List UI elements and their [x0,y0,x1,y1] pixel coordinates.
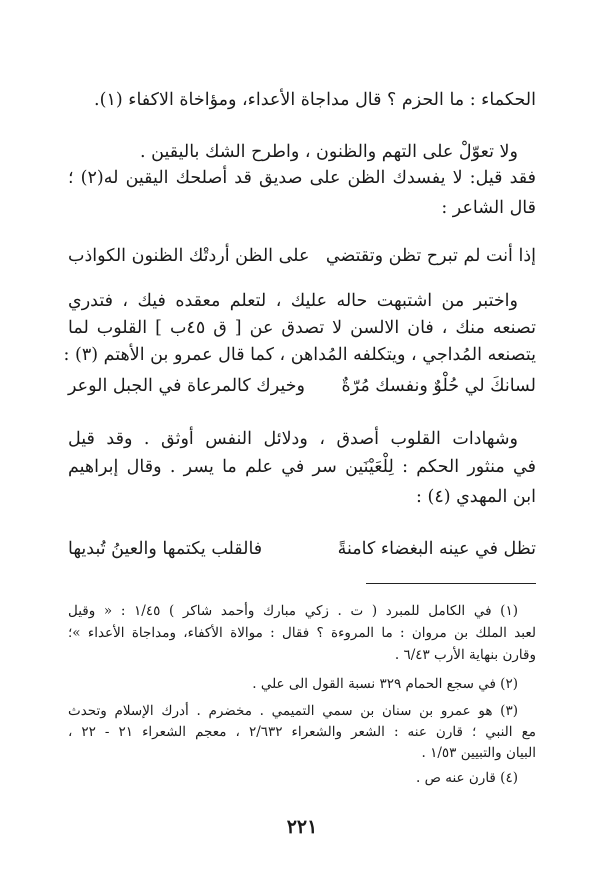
footnote-line: (١) في الكامل للمبرد ( ت . زكي مبارك وأحمد شاكر ) ١/٤٥ : « وقيل [68,603,518,619]
footnote-line: (٢) في سجع الحمام ٣٢٩ نسبة القول الى علي . [252,676,518,692]
footnote-line: (٤) قارن عنه ص . [416,770,518,786]
poem-verse [68,243,536,269]
body-line: فقد قيل: لا يفسدك الظن على صديق قد أصلحك اليقين له(٢) ؛ [68,168,536,188]
body-line: تصنعه منك ، فان الالسن لا تصدق عن [ ق ٤٥ب ] القلوب لما [68,318,536,338]
body-line: وشهادات القلوب أصدق ، ودلائل النفس أوثق . وقد قيل [68,429,518,449]
footnote-line: مع النبي ؛ قارن عنه : الشعر والشعراء ٢/٦٣٢ ، معجم الشعراء ٢١ - ٢٢ ، [68,724,536,740]
body-line: يتصنعه المُداجي ، ويتكلفه المُداهن ، كما قال عمرو بن الأهتم (٣) : [63,345,536,365]
body-line: ابن المهدي (٤) : [416,487,536,507]
footnote-line: وقارن بنهاية الأرب ٦/٤٣ . [394,647,536,663]
footnote-line: لعبد الملك بن مروان : ما المروءة ؟ فقال : موالاة الأكفاء، ومداجاة الأعداء »؛ [68,625,536,641]
footnote-divider [366,583,536,584]
footnote-line: البيان والتبيين ١/٥٣ . [421,745,536,761]
verse-hemistich-second: فالقلب يكتمها والعينُ تُبديها [68,539,263,559]
body-line: قال الشاعر : [441,198,536,218]
body-line: في منثور الحكم : لِلْعَيْنَين سر في علم ما يسر . وقال إبراهيم [68,457,536,477]
verse-hemistich-first: تظل في عينه البغضاء كامنةً [337,539,536,559]
verse-hemistich-second: وخيرك كالمرعاة في الجبل الوعر [68,376,305,396]
body-line: ولا تعوّلْ على التهم والظنون ، واطرح الشك باليقين . [140,142,518,162]
page-number: ٢٢١ [286,816,318,838]
verse-hemistich-first: إذا أنت لم تبرح تظن وتقتضي [325,246,536,266]
body-line: واختبر من اشتبهت حاله عليك ، لتعلم معقده فيك ، فتدري [68,291,518,311]
poem-verse [68,373,536,399]
verse-hemistich-first: لسانكَ لي حُلْوٌ ونفسك مُرّةٌ [341,376,536,396]
body-line: الحكماء : ما الحزم ؟ قال مداجاة الأعداء، ومؤاخاة الاكفاء (١). [94,90,536,110]
verse-hemistich-second: على الظن أردتْك الظنون الكواذب [68,246,310,266]
footnote-line: (٣) هو عمرو بن سنان بن سمي التميمي . مخضرم . أدرك الإسلام وتحدث [68,703,518,719]
poem-verse [68,536,536,562]
